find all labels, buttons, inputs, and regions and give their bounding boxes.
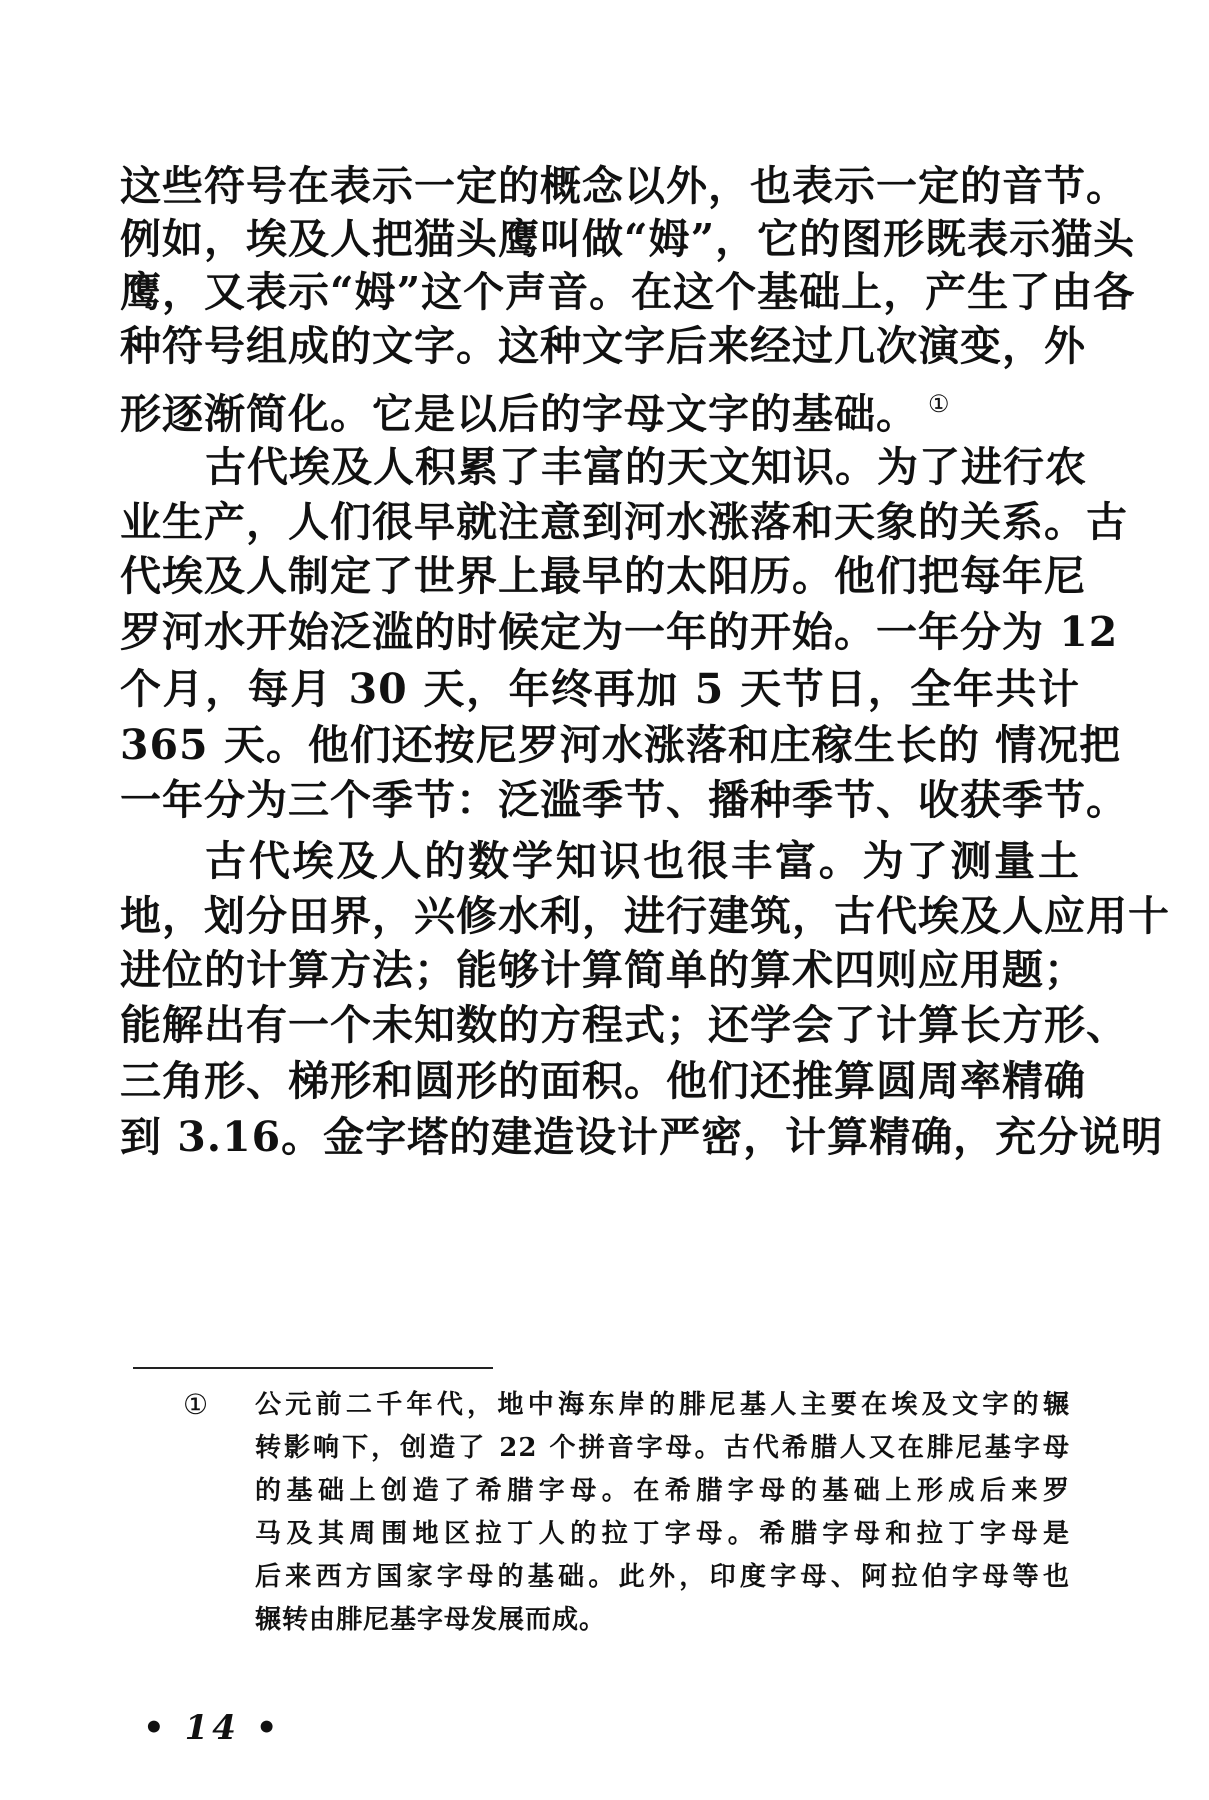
paragraph-2-line-7: 一年分为三个季节：泛滥季节、播种季节、收获季节。 — [120, 776, 1128, 824]
footnote-line-1: 公元前二千年代，地中海东岸的腓尼基人主要在埃及文字的辗 — [255, 1390, 1070, 1420]
paragraph-3-line-2: 地，划分田界，兴修水利，进行建筑，古代埃及人应用十 — [120, 892, 1170, 940]
footnote-divider — [133, 1367, 493, 1369]
footnote-line-4: 马及其周围地区拉丁人的拉丁字母。希腊字母和拉丁字母是 — [255, 1519, 1070, 1549]
paragraph-2-line-2: 业生产，人们很早就注意到河水涨落和天象的关系。古 — [120, 498, 1128, 546]
paragraph-2-line-5: 个月，每月 30 天，年终再加 5 天节日，全年共计 — [120, 665, 1080, 713]
paragraph-2-line-1: 古代埃及人积累了丰富的天文知识。为了进行农 — [205, 443, 1087, 491]
body-line-1: 这些符号在表示一定的概念以外，也表示一定的音节。 — [120, 162, 1128, 210]
paragraph-2-line-4: 罗河水开始泛滥的时候定为一年的开始。一年分为 12 — [120, 608, 1119, 656]
footnote-line-6: 辗转由腓尼基字母发展而成。 — [255, 1605, 607, 1635]
body-line-4: 种符号组成的文字。这种文字后来经过几次演变，外 — [120, 322, 1086, 370]
body-line-5 — [120, 378, 1080, 440]
page-number: • 14 • — [143, 1708, 282, 1748]
paragraph-3-line-4: 能解出有一个未知数的方程式；还学会了计算长方形、 — [120, 1001, 1128, 1049]
footnote-marker: ① — [183, 1388, 209, 1421]
paragraph-3-line-5: 三角形、梯形和圆形的面积。他们还推算圆周率精确 — [120, 1057, 1086, 1105]
paragraph-3-line-3: 进位的计算方法；能够计算简单的算术四则应用题； — [120, 946, 1086, 994]
footnote-line-5: 后来西方国家字母的基础。此外，印度字母、阿拉伯字母等也 — [255, 1562, 1070, 1592]
footnote-line-3: 的基础上创造了希腊字母。在希腊字母的基础上形成后来罗 — [255, 1476, 1070, 1506]
body-line-5-text: 形逐渐简化。它是以后的字母文字的基础。 — [120, 390, 918, 438]
paragraph-3-line-1: 古代埃及人的数学知识也很丰富。为了测量土 — [205, 837, 1080, 885]
paragraph-2-line-6: 365 天。他们还按尼罗河水涨落和庄稼生长的 情况把 — [120, 721, 1122, 769]
footnote-line-2: 转影响下，创造了 22 个拼音字母。古代希腊人又在腓尼基字母 — [255, 1433, 1070, 1463]
paragraph-2-line-3: 代埃及人制定了世界上最早的太阳历。他们把每年尼 — [120, 552, 1086, 600]
footnote-reference: ① — [928, 390, 951, 418]
body-line-2: 例如，埃及人把猫头鹰叫做“姆”，它的图形既表示猫头 — [120, 215, 1136, 263]
body-line-3: 鹰，又表示“姆”这个声音。在这个基础上，产生了由各 — [120, 268, 1136, 316]
paragraph-3-line-6: 到 3.16。金字塔的建造设计严密，计算精确，充分说明 — [120, 1113, 1164, 1161]
